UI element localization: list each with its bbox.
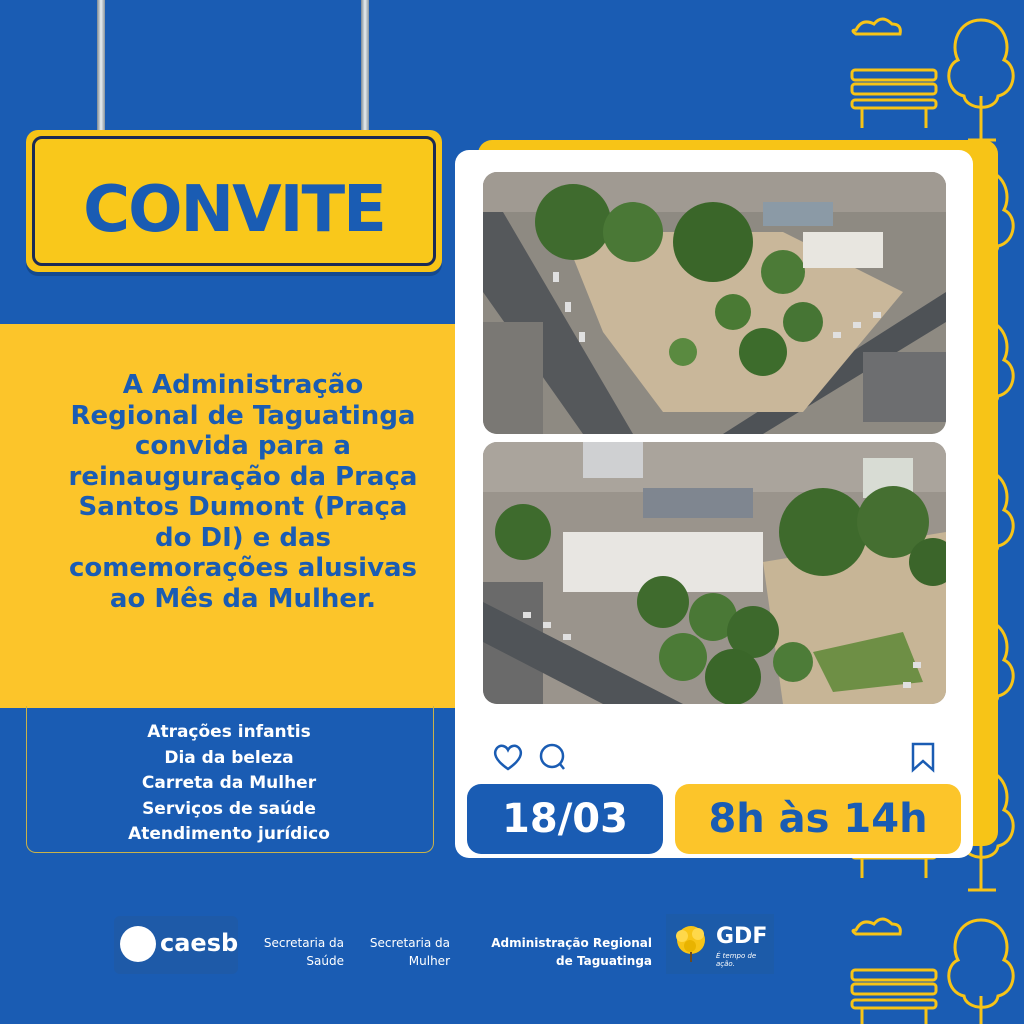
aerial-photo-2 bbox=[483, 442, 946, 704]
activity-item: Serviços de saúde bbox=[142, 798, 316, 819]
caesb-logo-text: caesb bbox=[160, 929, 239, 957]
administracao-line2: de Taguatinga bbox=[556, 954, 652, 968]
aerial-photo-1 bbox=[483, 172, 946, 434]
convite-sign-border bbox=[32, 136, 436, 266]
gdf-logo bbox=[666, 914, 774, 974]
activity-item: Atendimento jurídico bbox=[128, 824, 330, 844]
heart-icon[interactable] bbox=[491, 740, 525, 774]
secretaria-mulher-line2: Mulher bbox=[408, 954, 450, 968]
secretaria-mulher-line1: Secretaria da bbox=[369, 936, 450, 950]
secretaria-saude-logo bbox=[250, 934, 344, 970]
secretaria-mulher-logo bbox=[356, 934, 450, 970]
caesb-logo bbox=[114, 916, 238, 974]
secretaria-saude-line2: Saúde bbox=[306, 954, 344, 968]
convite-sign bbox=[26, 130, 442, 272]
ipe-flower-icon bbox=[670, 922, 712, 964]
sign-pole-right bbox=[361, 0, 369, 132]
gdf-tagline: É tempo de ação. bbox=[716, 952, 757, 968]
administracao-regional-logo bbox=[474, 934, 652, 970]
activity-item: Dia da beleza bbox=[164, 747, 294, 768]
event-date: 18/03 bbox=[467, 784, 663, 854]
activities-list bbox=[26, 720, 432, 848]
administracao-line1: Administração Regional bbox=[491, 936, 652, 950]
bookmark-icon[interactable] bbox=[906, 740, 940, 774]
invitation-text: A Administração Regional de Taguatinga convida para a reinauguração da Praça Santos Dumont (Praça do DI) e das comemorações alusivas ao Mês da Mulher. bbox=[68, 370, 418, 614]
gdf-logo-text: GDF bbox=[716, 924, 768, 949]
convite-title: CONVITE bbox=[83, 173, 385, 247]
activity-item: Atrações infantis bbox=[147, 722, 311, 742]
activity-item: Carreta da Mulher bbox=[141, 773, 317, 793]
event-time: 8h às 14h bbox=[675, 784, 961, 854]
caesb-swirl-icon bbox=[120, 926, 156, 962]
sign-pole-left bbox=[97, 0, 105, 132]
comment-icon[interactable] bbox=[536, 740, 570, 774]
secretaria-saude-line1: Secretaria da bbox=[263, 936, 344, 950]
